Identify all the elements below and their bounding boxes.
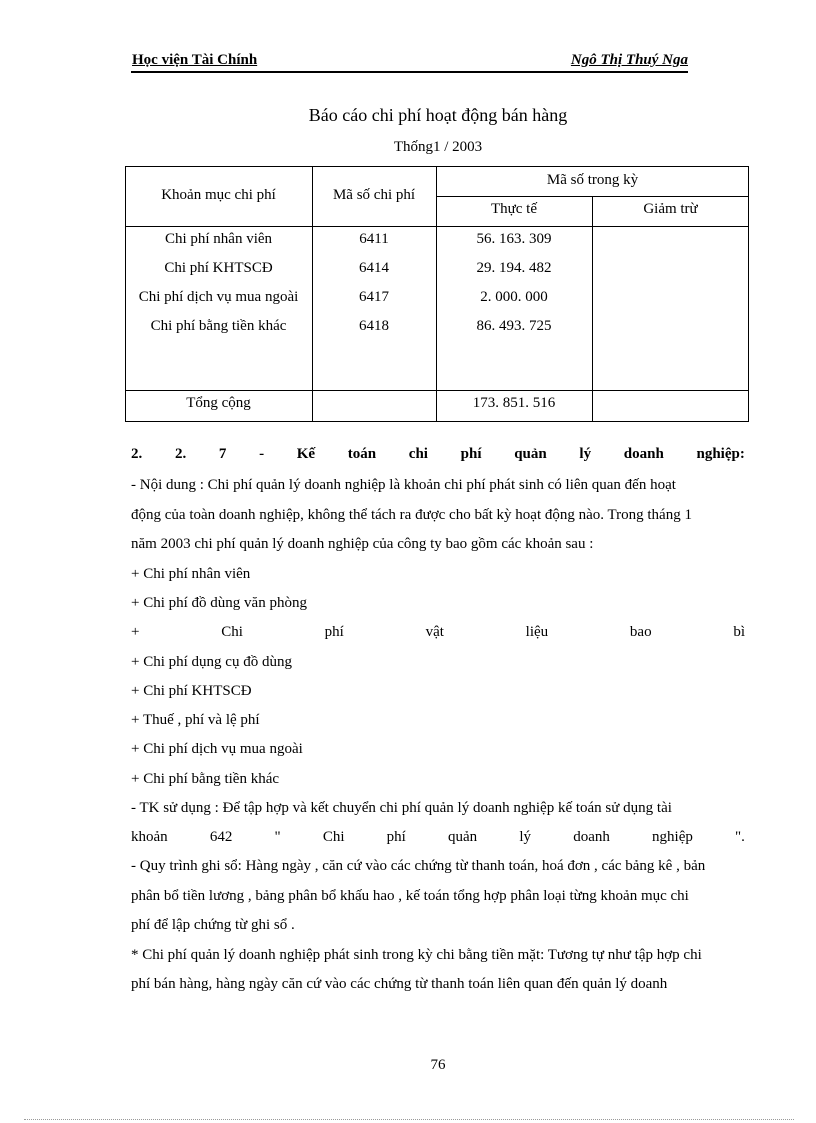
word: lý: [519, 829, 532, 845]
row-item: Chi phí KHTSCĐ: [164, 260, 273, 276]
word: 642: [209, 829, 233, 845]
header-rule: [131, 71, 688, 73]
col-header-deduction: Giảm trừ: [643, 201, 698, 217]
paragraph-line: + Thuế , phí và lệ phí: [131, 712, 260, 728]
report-title: Báo cáo chi phí hoạt động bán hàng: [308, 105, 568, 125]
row-code: 6414: [359, 260, 389, 276]
word: liệu: [525, 624, 549, 640]
cost-table: [125, 166, 749, 422]
paragraph-line: phí để lập chứng từ ghi sổ .: [131, 917, 295, 933]
table-vline: [592, 196, 593, 422]
page-bottom-rule: [24, 1119, 794, 1120]
header-author: Ngô Thị Thuý Nga: [570, 52, 688, 68]
heading-word: doanh: [623, 446, 664, 462]
row-code: 6418: [359, 318, 389, 334]
heading-word: -: [259, 446, 265, 462]
paragraph-line: phân bổ tiền lương , bảng phân bổ khấu hao , kế toán tổng hợp phân loại từng khoản mục chi: [131, 888, 689, 904]
word: ": [274, 829, 281, 845]
row-actual: 56. 163. 309: [476, 231, 552, 247]
row-code: 6411: [359, 231, 389, 247]
row-code: 6417: [359, 289, 389, 305]
section-heading: [131, 446, 745, 463]
paragraph-line: + Chi phí nhân viên: [131, 566, 251, 582]
col-header-period: Mã số trong kỳ: [546, 172, 639, 188]
word: phí: [386, 829, 406, 845]
paragraph-line: động của toàn doanh nghiệp, không thể tách ra được cho bất kỳ hoạt động nào. Trong tháng 1: [131, 507, 692, 523]
paragraph-line: + Chi phí dụng cụ đồ dùng: [131, 654, 292, 670]
row-actual: 29. 194. 482: [476, 260, 552, 276]
heading-word: 7: [218, 446, 227, 462]
table-hline: [125, 390, 749, 391]
table-hline: [436, 196, 748, 197]
word: khoản: [131, 829, 168, 845]
paragraph-line: * Chi phí quản lý doanh nghiệp phát sinh trong kỳ chi bằng tiền mặt: Tương tự như tập hợp chi: [131, 947, 702, 963]
heading-word: quản: [514, 446, 547, 462]
word: bì: [733, 624, 745, 640]
heading-word: Kế: [296, 446, 316, 462]
report-period: Thống1 / 2003: [393, 139, 483, 155]
paragraph-line: phí bán hàng, hàng ngày căn cứ vào các chứng từ thanh toán liên quan đến quản lý doanh: [131, 976, 668, 992]
word: bao: [629, 624, 652, 640]
header-institution: Học viện Tài Chính: [132, 52, 258, 68]
paragraph-line: + Chi phí dịch vụ mua ngoài: [131, 741, 303, 757]
row-actual: 86. 493. 725: [476, 318, 552, 334]
paragraph-line: + Chi phí KHTSCĐ: [131, 683, 252, 699]
row-item: Chi phí nhân viên: [164, 231, 273, 247]
paragraph-line: - Nội dung : Chi phí quản lý doanh nghiệp là khoản chi phí phát sinh có liên quan đến hoạt: [131, 477, 676, 493]
row-actual: 2. 000. 000: [480, 289, 548, 305]
word: nghiệp: [652, 829, 693, 845]
paragraph-line: năm 2003 chi phí quản lý doanh nghiệp của công ty bao gồm các khoản sau :: [131, 536, 594, 552]
total-value: 173. 851. 516: [472, 395, 556, 411]
word: quản: [448, 829, 478, 845]
total-label: Tổng cộng: [186, 395, 251, 411]
paragraph-line: - TK sử dụng : Để tập hợp và kết chuyển chi phí quản lý doanh nghiệp kế toán sử dụng tài: [131, 800, 672, 816]
word: doanh: [573, 829, 610, 845]
heading-word: toán: [347, 446, 377, 462]
heading-word: phí: [460, 446, 482, 462]
col-header-code: Mã số chi phí: [332, 187, 416, 203]
heading-word: lý: [579, 446, 592, 462]
word: Chi: [221, 624, 243, 640]
paragraph-line: + Chi phí đồ dùng văn phòng: [131, 595, 307, 611]
table-hline: [125, 226, 749, 227]
paragraph-line: [131, 622, 745, 642]
paragraph-line: + Chi phí bằng tiền khác: [131, 771, 280, 787]
word: ".: [735, 829, 745, 845]
row-item: Chi phí dịch vụ mua ngoài: [138, 289, 299, 305]
heading-word: 2.: [131, 446, 143, 462]
heading-word: nghiệp:: [696, 446, 745, 462]
col-header-actual: Thực tế: [490, 201, 538, 217]
paragraph-line: [131, 827, 745, 847]
word: vật: [425, 624, 444, 640]
paragraph-line: - Quy trình ghi sổ: Hàng ngày , căn cứ vào các chứng từ thanh toán, hoá đơn , các bảng kê , bản: [131, 858, 706, 874]
col-header-item: Khoản mục chi phí: [161, 187, 276, 203]
heading-word: chi: [408, 446, 428, 462]
row-item: Chi phí bằng tiền khác: [150, 318, 287, 334]
page-number: 76: [430, 1057, 446, 1073]
word: phí: [324, 624, 344, 640]
word: +: [131, 624, 140, 640]
word: Chi: [322, 829, 345, 845]
heading-word: 2.: [174, 446, 187, 462]
